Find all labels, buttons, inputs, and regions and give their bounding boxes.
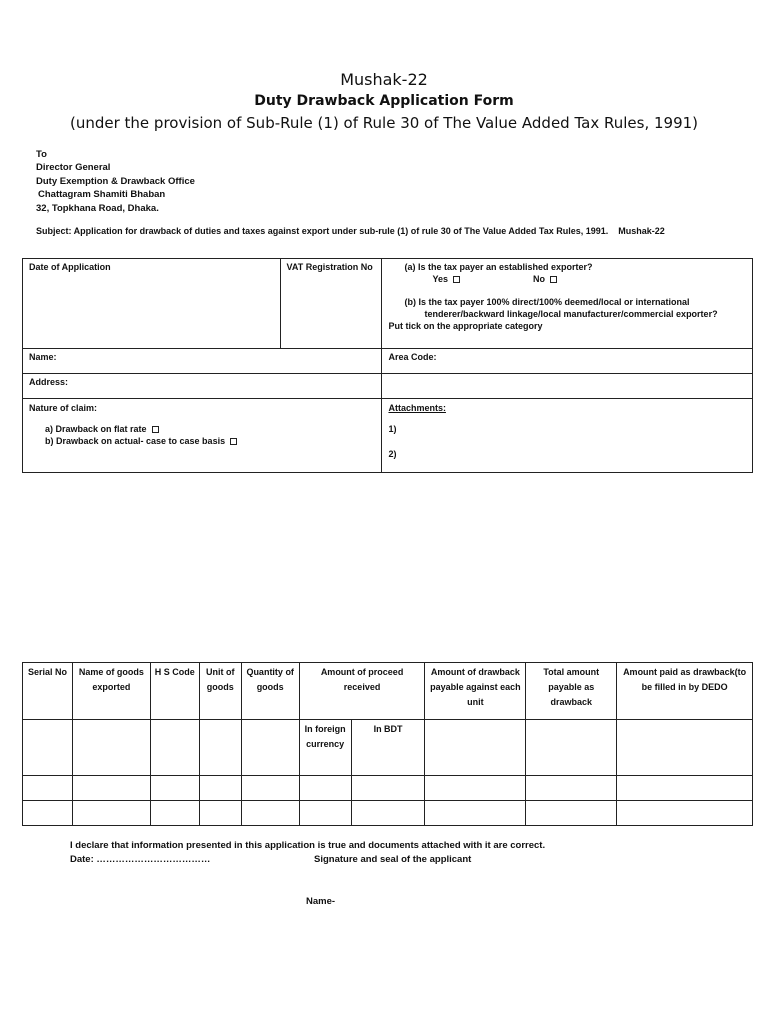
claim-option-flat (29, 423, 375, 435)
table-cell[interactable] (299, 801, 351, 826)
area-code-label: Area Code: (388, 352, 437, 362)
table-cell[interactable] (526, 776, 617, 801)
area-code-field[interactable] (382, 349, 753, 374)
date-of-application-label: Date of Application (29, 262, 111, 272)
table-cell[interactable] (617, 776, 753, 801)
applicant-name-line[interactable]: Name- (306, 896, 336, 907)
nature-of-claim-label: Nature of claim: (29, 403, 98, 413)
table-cell[interactable] (241, 776, 299, 801)
claim-option-actual (29, 435, 375, 447)
table-cell[interactable] (617, 720, 753, 776)
attachment-1[interactable]: 1) (388, 424, 397, 434)
nature-of-claim (23, 399, 382, 473)
header-goods-name: Name of goods exported (72, 663, 150, 720)
table-cell[interactable] (23, 776, 73, 801)
claim-actual-label: b) Drawback on actual- case to case basis (45, 436, 226, 446)
table-cell[interactable] (199, 776, 241, 801)
actual-basis-checkbox[interactable] (230, 438, 237, 445)
claim-flat-label: a) Drawback on flat rate (45, 424, 147, 434)
no-label: No (533, 274, 546, 284)
table-cell[interactable] (72, 720, 150, 776)
header-serial: Serial No (23, 663, 73, 720)
table-cell[interactable] (150, 801, 199, 826)
address-line: Chattagram Shamiti Bhaban (38, 189, 166, 201)
table-cell[interactable] (425, 801, 526, 826)
header-quantity: Quantity of goods (241, 663, 299, 720)
declaration-date[interactable]: Date: ……………………………… (70, 854, 211, 865)
yes-checkbox[interactable] (453, 276, 460, 283)
question-a: (a) Is the tax payer an established exporter? (404, 262, 593, 272)
header-hs-code: H S Code (150, 663, 199, 720)
address-field[interactable] (23, 374, 382, 399)
name-label: Name: (29, 352, 57, 362)
subheader-bdt: In BDT (351, 720, 425, 776)
header-total-drawback: Total amount payable as drawback (526, 663, 617, 720)
flat-rate-checkbox[interactable] (152, 426, 159, 433)
name-field[interactable] (23, 349, 382, 374)
table-row (23, 801, 753, 826)
subject-text: Subject: Application for drawback of duties and taxes against export under sub-rule (1) of rule 30 of The Value Added Tax Rules, 1991. (36, 226, 609, 236)
question-b-line1: (b) Is the tax payer 100% direct/100% deemed/local or international (404, 297, 690, 307)
header-unit: Unit of goods (199, 663, 241, 720)
address-line: Duty Exemption & Drawback Office (36, 175, 195, 187)
address-line: 32, Topkhana Road, Dhaka. (36, 202, 159, 214)
table-cell[interactable] (241, 720, 299, 776)
subject-tag: Mushak-22 (618, 226, 665, 236)
address-line: Director General (36, 162, 111, 174)
subheader-foreign-currency: In foreign currency (299, 720, 351, 776)
table-cell[interactable] (199, 720, 241, 776)
yes-label: Yes (432, 274, 448, 284)
address-line: To (36, 149, 47, 160)
date-of-application-field[interactable] (23, 259, 281, 349)
exporter-questions (382, 259, 753, 349)
applicant-info-table (22, 258, 753, 473)
subject-line (36, 226, 665, 236)
table-cell[interactable] (526, 720, 617, 776)
table-cell[interactable] (23, 720, 73, 776)
table-cell[interactable] (72, 801, 150, 826)
form-number: Mushak-22 (340, 70, 428, 89)
form-title: Duty Drawback Application Form (254, 93, 514, 109)
header-drawback-per-unit: Amount of drawback payable against each unit (425, 663, 526, 720)
attachments (382, 399, 753, 473)
goods-table (22, 662, 753, 826)
table-cell[interactable] (72, 776, 150, 801)
attachments-label: Attachments: (388, 403, 446, 413)
signature-label: Signature and seal of the applicant (314, 854, 472, 865)
table-cell[interactable] (526, 801, 617, 826)
table-cell[interactable] (425, 776, 526, 801)
form-subtitle: (under the provision of Sub-Rule (1) of Rule 30 of The Value Added Tax Rules, 1991) (69, 114, 699, 132)
table-cell[interactable] (23, 801, 73, 826)
question-b-line2: tenderer/backward linkage/local manufacturer/commercial exporter? (424, 309, 718, 319)
table-cell[interactable] (351, 801, 425, 826)
table-cell[interactable] (199, 801, 241, 826)
table-cell[interactable] (617, 801, 753, 826)
vat-registration-label: VAT Registration No (286, 262, 373, 272)
table-cell[interactable] (241, 801, 299, 826)
header-proceed: Amount of proceed received (299, 663, 425, 720)
address-extra-field[interactable] (382, 374, 753, 399)
table-cell[interactable] (150, 776, 199, 801)
header-amount-paid: Amount paid as drawback(to be filled in by DEDO (617, 663, 753, 720)
table-cell[interactable] (150, 720, 199, 776)
attachment-2[interactable]: 2) (388, 449, 397, 459)
declaration-text: I declare that information presented in this application is true and documents attached with it are correct. (70, 840, 546, 851)
table-cell[interactable] (425, 720, 526, 776)
vat-registration-field[interactable] (280, 259, 382, 349)
no-checkbox[interactable] (550, 276, 557, 283)
tick-instruction: Put tick on the appropriate category (388, 321, 543, 331)
declaration (70, 839, 545, 867)
table-row (23, 776, 753, 801)
table-cell[interactable] (299, 776, 351, 801)
table-cell[interactable] (351, 776, 425, 801)
address-label: Address: (29, 377, 69, 387)
recipient-address (36, 148, 195, 215)
question-a-options (388, 273, 746, 285)
